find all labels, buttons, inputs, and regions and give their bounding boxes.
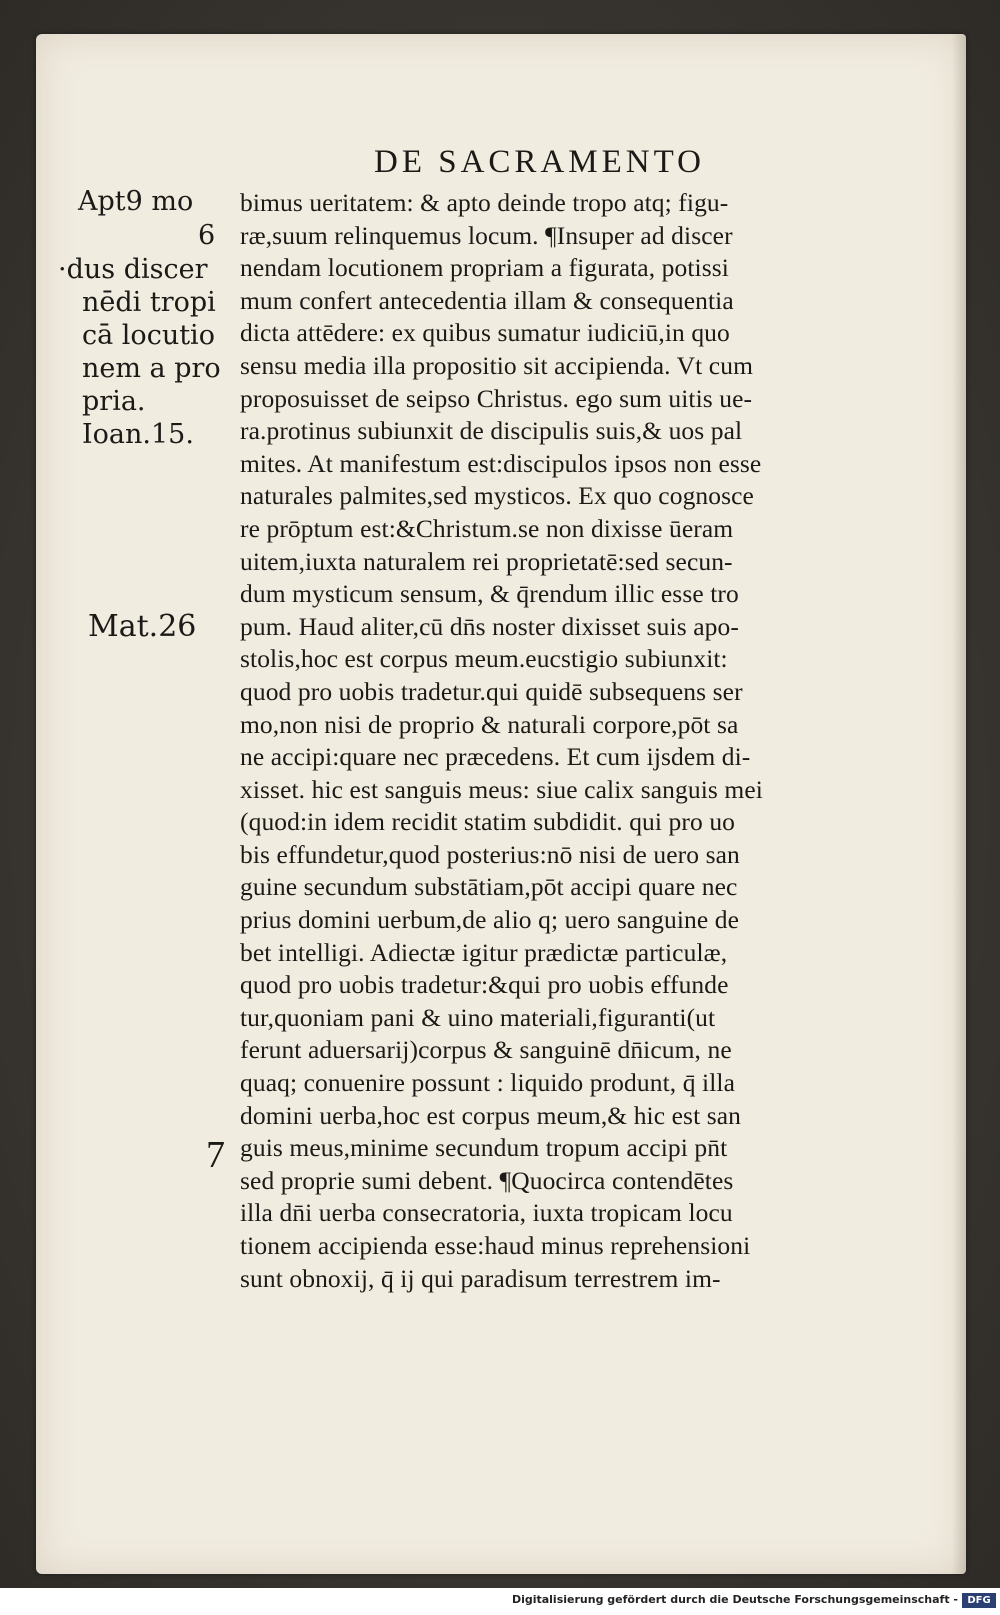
running-head: DE SACRAMENTO [374, 144, 706, 180]
text-line: dum mysticum sensum, & q̄rendum illic esse tro [240, 579, 739, 609]
text-line: tionem accipienda esse:haud minus reprehensioni [240, 1231, 751, 1260]
text-line: sunt obnoxij, q̄ ij qui paradisum terrestrem im- [240, 1263, 721, 1293]
text-line: bet intelligi. Adiectæ igitur prædictæ particulæ, [240, 937, 728, 967]
text-line: uitem,iuxta naturalem rei proprietatē:sed secun- [240, 546, 733, 576]
text-line: stolis,hoc est corpus meum.eucstigio subiunxit: [240, 644, 728, 674]
marginal-note: cā locutio [82, 320, 215, 351]
text-line: mites. At manifestum est:discipulos ipsos non esse [240, 448, 762, 478]
marginal-note: nem a pro [82, 353, 221, 384]
text-line: nendam locutionem propriam a figurata, potissi [240, 253, 729, 283]
text-line: sed proprie sumi debent. ¶Quocirca contendētes [240, 1165, 734, 1195]
text-line: ferunt aduersarij)corpus & sanguinē dn̄icum, ne [240, 1035, 732, 1065]
text-line: guine secundum substātiam,pōt accipi quare nec [240, 872, 738, 902]
text-line: (quod:in idem recidit statim subdidit. qui pro uo [240, 807, 736, 837]
digitization-footer [0, 1588, 1000, 1615]
text-line: quod pro uobis tradetur.qui quidē subsequens ser [240, 676, 743, 706]
text-line: mum confert antecedentia illam & consequentia [240, 285, 734, 315]
text-line: xisset. hic est sanguis meus: siue calix sanguis mei [240, 774, 763, 804]
text-line: tur,quoniam pani & uino materiali,figuranti(ut [240, 1002, 716, 1032]
folio-number: 7 [206, 1134, 225, 1176]
text-line: sensu media illa propositio sit accipienda. Vt cum [240, 350, 754, 380]
marginal-note: Mat.26 [88, 609, 197, 644]
footer-credit-text: Digitalisierung gefördert durch die Deutsche Forschungsgemeinschaft - [511, 1593, 958, 1606]
marginal-note: pria. [82, 386, 146, 417]
text-line: ra.protinus subiunxit de discipulis suis,& uos pal [240, 416, 743, 446]
marginal-note: ·dus discer [58, 254, 208, 285]
marginal-note: Ioan.15. [82, 419, 194, 450]
text-line: bis effundetur,quod posterius:nō nisi de uero san [240, 839, 740, 869]
text-line: ræ,suum relinquemus locum. ¶Insuper ad discer [240, 220, 733, 250]
text-line: proposuisset de seipso Christus. ego sum uitis ue- [240, 383, 753, 413]
marginalia [58, 185, 228, 1185]
text-line: bimus ueritatem: & apto deinde tropo atq; figu- [240, 188, 729, 217]
text-line: guis meus,minime secundum tropum accipi pn̄t [240, 1133, 728, 1163]
text-line: ne accipi:quare nec præcedens. Et cum ijsdem di- [240, 742, 751, 772]
text-line: illa dn̄i uerba consecratoria, iuxta tropicam locu [240, 1198, 733, 1228]
text-line: re prōptum est:&Christum.se non dixisse ūeram [240, 513, 734, 543]
body-text [240, 187, 920, 1295]
text-line: quod pro uobis tradetur:&qui pro uobis effunde [240, 970, 729, 1000]
text-line: prius domini uerbum,de alio q; uero sanguine de [240, 905, 740, 935]
text-line: mo,non nisi de proprio & naturali corpore,pōt sa [240, 709, 739, 739]
dfg-logo-icon[interactable]: DFG [962, 1593, 996, 1608]
page-edge-shadow [952, 34, 966, 1574]
text-line: pum. Haud aliter,cū dn̄s noster dixisset suis apo- [240, 611, 739, 641]
marginal-note: Apt9 mo [78, 186, 194, 217]
text-line: domini uerba,hoc est corpus meum,& hic est san [240, 1100, 742, 1130]
marginal-note: nēdi tropi [82, 287, 216, 318]
marginal-note: 6 [198, 220, 216, 251]
text-line: quaq; conuenire possunt : liquido produnt, q̄ illa [240, 1068, 736, 1098]
text-line: dicta attēdere: ex quibus sumatur iudiciū,in quo [240, 318, 730, 348]
text-line: naturales palmites,sed mysticos. Ex quo cognosce [240, 481, 754, 511]
